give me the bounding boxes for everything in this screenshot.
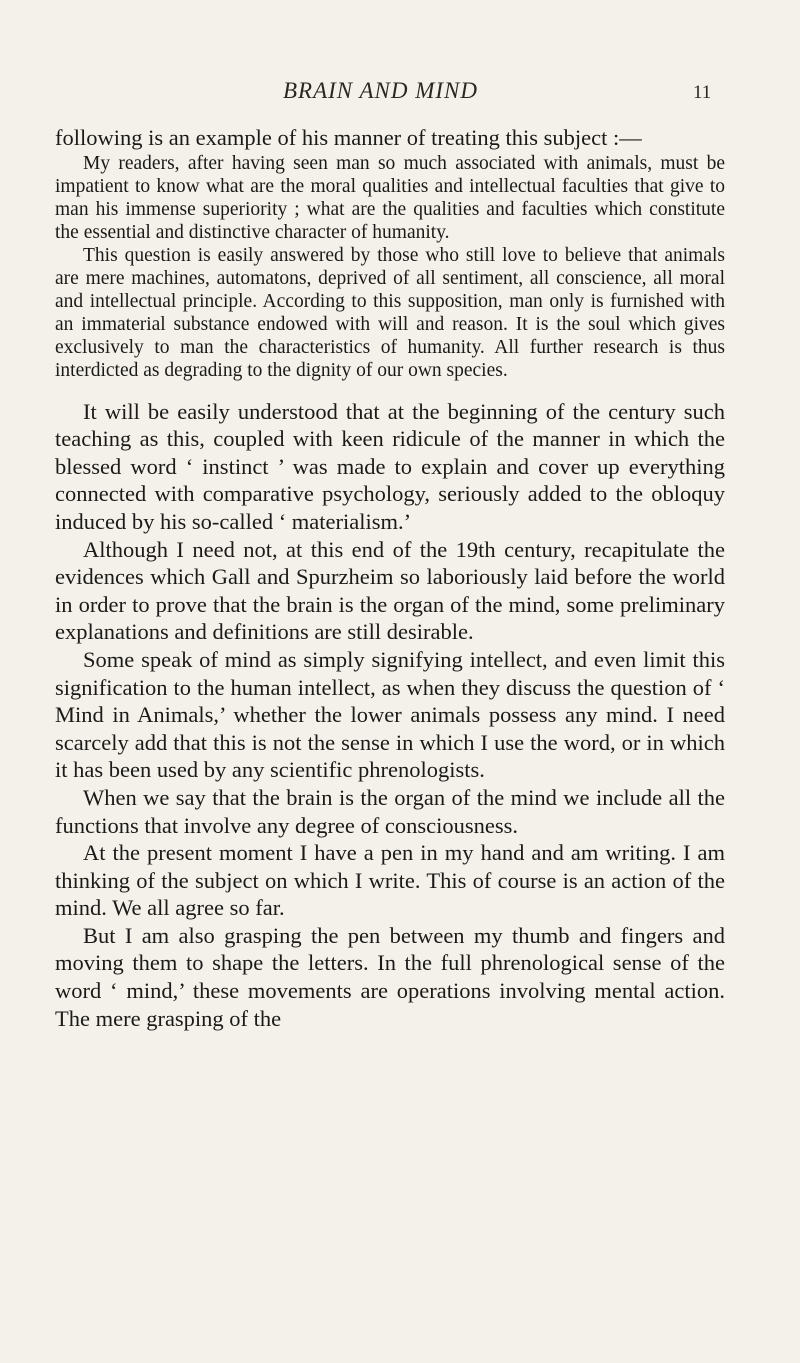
body-paragraph: Although I need not, at this end of the 19th century, recapitulate the evidences which Gall and Spurzheim so laboriously laid before the world in order to prove that the brain is the organ of the mind, some preliminary explanations and definitions are still desirable. [55, 536, 725, 645]
body-paragraph: But I am also grasping the pen between my thumb and fingers and moving them to shape the letters. In the full phrenological sense of the word ‘ mind,’ these movements are operations involving mental action. The mere grasping of the [55, 922, 725, 1031]
quote-paragraph: My readers, after having seen man so much associated with animals, must be impatient to know what are the moral qualities and intellectual faculties that give to man his immense superiority ; what are the qualities and faculties which constitute the essential and distinctive character of humanity. [55, 152, 725, 243]
body-paragraph: At the present moment I have a pen in my hand and am writing. I am thinking of the subject on which I write. This of course is an action of the mind. We all agree so far. [55, 840, 725, 921]
running-title: BRAIN AND MIND [283, 78, 479, 103]
body-paragraph: It will be easily understood that at the beginning of the century such teaching as this, coupled with keen ridicule of the manner in which the blessed word ‘ instinct ’ was made to explain and cover up everything connected with comparative psychology, seriously added to the obloquy induced by his so-called ‘ materialism.’ [55, 398, 725, 534]
quote-paragraph: This question is easily answered by those who still love to believe that animals are mere machines, automatons, deprived of all sentiment, all conscience, all moral and intellectual principle. According to this supposition, man only is furnished with an immaterial substance endowed with will and reason. It is the soul which gives exclusively to man the characteristics of humanity. All further research is thus interdicted as degrading to the dignity of our own species. [55, 244, 725, 381]
page-text [55, 124, 725, 1032]
body-paragraph: Some speak of mind as simply signifying intellect, and even limit this signification to the human intellect, as when they discuss the question of ‘ Mind in Animals,’ whether the lower animals possess any mind. I need scarcely add that this is not the sense in which I use the word, or in which it has been used by any scientific phrenologists. [55, 646, 725, 783]
page-number: 11 [693, 82, 712, 103]
body-paragraph: When we say that the brain is the organ of the mind we include all the functions that involve any degree of consciousness. [55, 784, 725, 838]
running-head [0, 78, 800, 108]
opening-paragraph: following is an example of his manner of treating this subject :— [55, 125, 642, 150]
